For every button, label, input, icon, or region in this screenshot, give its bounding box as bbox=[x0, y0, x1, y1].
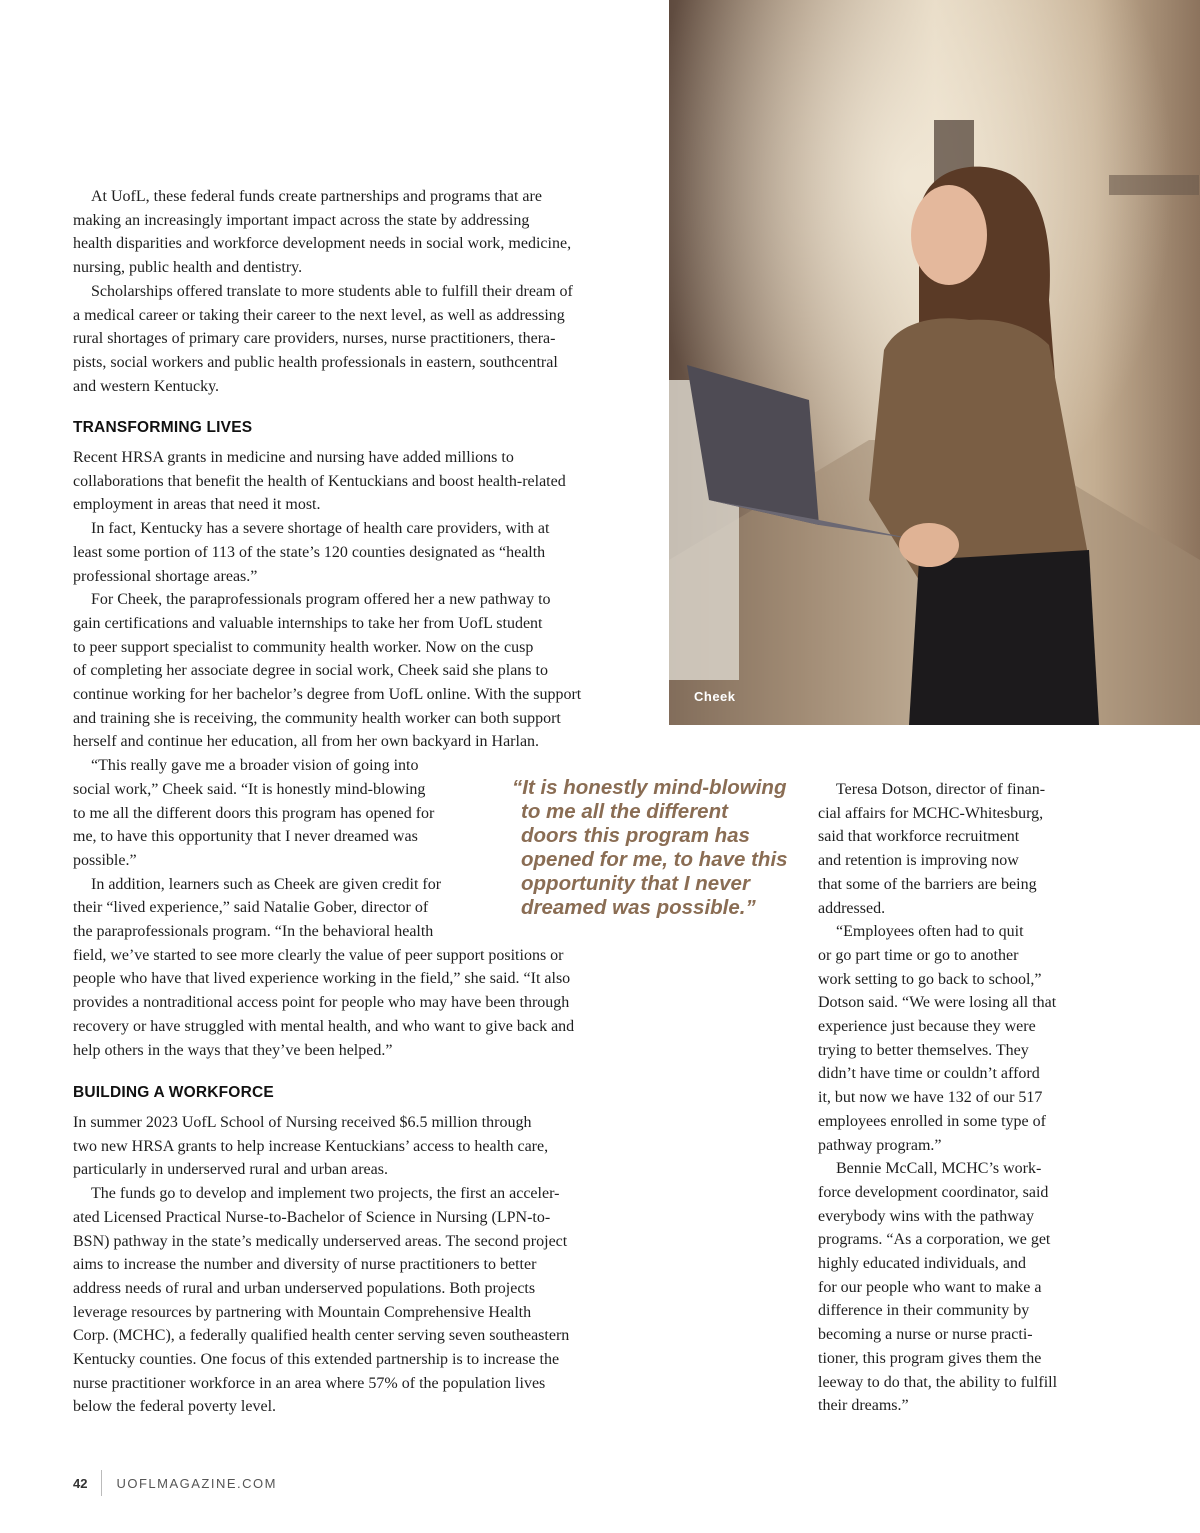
section-heading-transforming-lives: TRANSFORMING LIVES bbox=[73, 419, 253, 436]
text-line: two new HRSA grants to help increase Kentuckians’ access to health care, bbox=[73, 1137, 549, 1155]
text-line: a medical career or taking their career to the next level, as well as addressing bbox=[73, 306, 565, 324]
pull-quote-line: doors this program has bbox=[521, 824, 750, 847]
text-line: For Cheek, the paraprofessionals program offered her a new pathway to bbox=[91, 591, 551, 609]
text-line: didn’t have time or couldn’t afford bbox=[818, 1065, 1040, 1083]
text-line: of completing her associate degree in social work, Cheek said she plans to bbox=[73, 662, 548, 680]
text-line: it, but now we have 132 of our 517 bbox=[818, 1089, 1043, 1107]
text-line: ated Licensed Practical Nurse-to-Bachelor of Science in Nursing (LPN-to- bbox=[73, 1208, 551, 1226]
text-line: Kentucky counties. One focus of this extended partnership is to increase the bbox=[73, 1351, 560, 1369]
text-line: gain certifications and valuable internships to take her from UofL student bbox=[73, 614, 543, 632]
text-line: work setting to go back to school,” bbox=[818, 970, 1042, 988]
side-column bbox=[818, 778, 1098, 1418]
section-transforming-lives-body bbox=[73, 446, 581, 1062]
text-line: employees enrolled in some type of bbox=[818, 1112, 1046, 1130]
text-line: said that workforce recruitment bbox=[818, 828, 1020, 846]
text-line: social work,” Cheek said. “It is honestly mind-blowing bbox=[73, 780, 426, 798]
text-line: least some portion of 113 of the state’s 120 counties designated as “health bbox=[73, 543, 546, 561]
text-line: and training she is receiving, the community health worker can both support bbox=[73, 709, 561, 727]
text-line: highly educated individuals, and bbox=[818, 1255, 1026, 1273]
text-line: health disparities and workforce development needs in social work, medicine, bbox=[73, 235, 572, 253]
text-line: cial affairs for MCHC-Whitesburg, bbox=[818, 804, 1044, 822]
page-number: 42 bbox=[73, 1475, 88, 1491]
text-line: nurse practitioner workforce in an area where 57% of the population lives bbox=[73, 1374, 546, 1392]
text-line: difference in their community by bbox=[818, 1302, 1030, 1320]
text-line: Teresa Dotson, director of finan- bbox=[836, 781, 1046, 798]
text-line: their “lived experience,” said Natalie Gober, director of bbox=[73, 899, 429, 917]
text-line: herself and continue her education, all from her own backyard in Harlan. bbox=[73, 733, 540, 751]
pull-quote bbox=[512, 776, 802, 920]
intro-paragraphs bbox=[73, 185, 573, 398]
text-line: Bennie McCall, MCHC’s work- bbox=[836, 1160, 1042, 1178]
text-line: recovery or have struggled with mental health, and who want to give back and bbox=[73, 1017, 575, 1035]
text-line: programs. “As a corporation, we get bbox=[818, 1231, 1051, 1249]
text-line: Dotson said. “We were losing all that bbox=[818, 994, 1057, 1012]
text-line: In fact, Kentucky has a severe shortage of health care providers, with at bbox=[91, 520, 550, 538]
text-line: aims to increase the number and diversity of nurse practitioners to better bbox=[73, 1256, 537, 1274]
text-line: particularly in underserved rural and urban areas. bbox=[73, 1161, 388, 1179]
section-building-workforce-body bbox=[73, 1111, 569, 1419]
text-line: their dreams.” bbox=[818, 1397, 909, 1415]
text-line: experience just because they were bbox=[818, 1018, 1036, 1036]
text-line: Scholarships offered translate to more students able to fulfill their dream of bbox=[91, 282, 573, 300]
text-line: or go part time or go to another bbox=[818, 946, 1019, 964]
text-line: field, we’ve started to see more clearly the value of peer support positions or bbox=[73, 946, 564, 964]
text-line: the paraprofessionals program. “In the behavioral health bbox=[73, 923, 434, 941]
text-line: In addition, learners such as Cheek are given credit for bbox=[91, 875, 442, 893]
text-line: force development coordinator, said bbox=[818, 1183, 1049, 1201]
text-line: trying to better themselves. They bbox=[818, 1041, 1029, 1059]
text-line: below the federal poverty level. bbox=[73, 1398, 277, 1416]
text-line: addressed. bbox=[818, 899, 886, 917]
pull-quote-line: “It is honestly mind-blowing bbox=[512, 776, 787, 799]
text-line: Corp. (MCHC), a federally qualified health center serving seven southeastern bbox=[73, 1327, 570, 1345]
text-line: making an increasingly important impact across the state by addressing bbox=[73, 211, 530, 229]
pull-quote-line: opened for me, to have this bbox=[521, 848, 788, 871]
pull-quote-line: to me all the different bbox=[521, 800, 728, 823]
text-line: and retention is improving now bbox=[818, 852, 1019, 870]
text-line: leverage resources by partnering with Mountain Comprehensive Health bbox=[73, 1303, 532, 1321]
hero-photo bbox=[669, 0, 1200, 725]
text-line: people who have that lived experience working in the field,” she said. “It also bbox=[73, 970, 571, 988]
text-line: that some of the barriers are being bbox=[818, 875, 1037, 893]
text-line: pists, social workers and public health professionals in eastern, southcentral bbox=[73, 353, 558, 371]
text-line: “Employees often had to quit bbox=[836, 923, 1024, 941]
page-footer bbox=[73, 1470, 277, 1496]
text-line: to me all the different doors this program has opened for bbox=[73, 804, 435, 822]
text-line: tioner, this program gives them the bbox=[818, 1349, 1042, 1367]
text-line: and western Kentucky. bbox=[73, 377, 220, 395]
text-line: BSN) pathway in the state’s medically underserved areas. The second project bbox=[73, 1232, 568, 1250]
text-line: possible.” bbox=[73, 851, 137, 869]
text-line: employment in areas that need it most. bbox=[73, 496, 321, 514]
text-line: to peer support specialist to community health worker. Now on the cusp bbox=[73, 638, 534, 656]
footer-divider bbox=[101, 1470, 102, 1496]
text-line: for our people who want to make a bbox=[818, 1278, 1042, 1296]
text-line: continue working for her bachelor’s degree from UofL online. With the support bbox=[73, 686, 582, 704]
text-line: pathway program.” bbox=[818, 1136, 942, 1154]
text-line: me, to have this opportunity that I never dreamed was bbox=[73, 828, 418, 846]
text-line: becoming a nurse or nurse practi- bbox=[818, 1326, 1033, 1344]
text-line: At UofL, these federal funds create partnerships and programs that are bbox=[91, 188, 542, 205]
text-line: address needs of rural and urban underserved populations. Both projects bbox=[73, 1279, 536, 1297]
text-line: provides a nontraditional access point for people who may have been through bbox=[73, 994, 570, 1012]
text-line: help others in the ways that they’ve been helped.” bbox=[73, 1041, 393, 1059]
photo-illustration bbox=[669, 0, 1200, 725]
text-line: professional shortage areas.” bbox=[73, 567, 258, 585]
text-line: everybody wins with the pathway bbox=[818, 1207, 1034, 1225]
text-line: The funds go to develop and implement two projects, the first an acceler- bbox=[91, 1185, 560, 1203]
pull-quote-line: opportunity that I never bbox=[521, 872, 750, 895]
text-line: In summer 2023 UofL School of Nursing received $6.5 million through bbox=[73, 1114, 532, 1131]
pull-quote-line: dreamed was possible.” bbox=[521, 896, 756, 919]
section-heading-building-a-workforce: BUILDING A WORKFORCE bbox=[73, 1084, 274, 1101]
text-line: nursing, public health and dentistry. bbox=[73, 259, 303, 277]
site-url: UOFLMAGAZINE.COM bbox=[116, 1475, 277, 1491]
text-line: Recent HRSA grants in medicine and nursing have added millions to bbox=[73, 449, 514, 466]
text-line: leeway to do that, the ability to fulfill bbox=[818, 1373, 1058, 1391]
text-line: collaborations that benefit the health of Kentuckians and boost health-related bbox=[73, 472, 566, 490]
text-line: rural shortages of primary care providers, nurses, nurse practitioners, thera- bbox=[73, 330, 556, 348]
photo-caption: Cheek bbox=[694, 689, 736, 704]
text-line: “This really gave me a broader vision of going into bbox=[91, 757, 419, 775]
